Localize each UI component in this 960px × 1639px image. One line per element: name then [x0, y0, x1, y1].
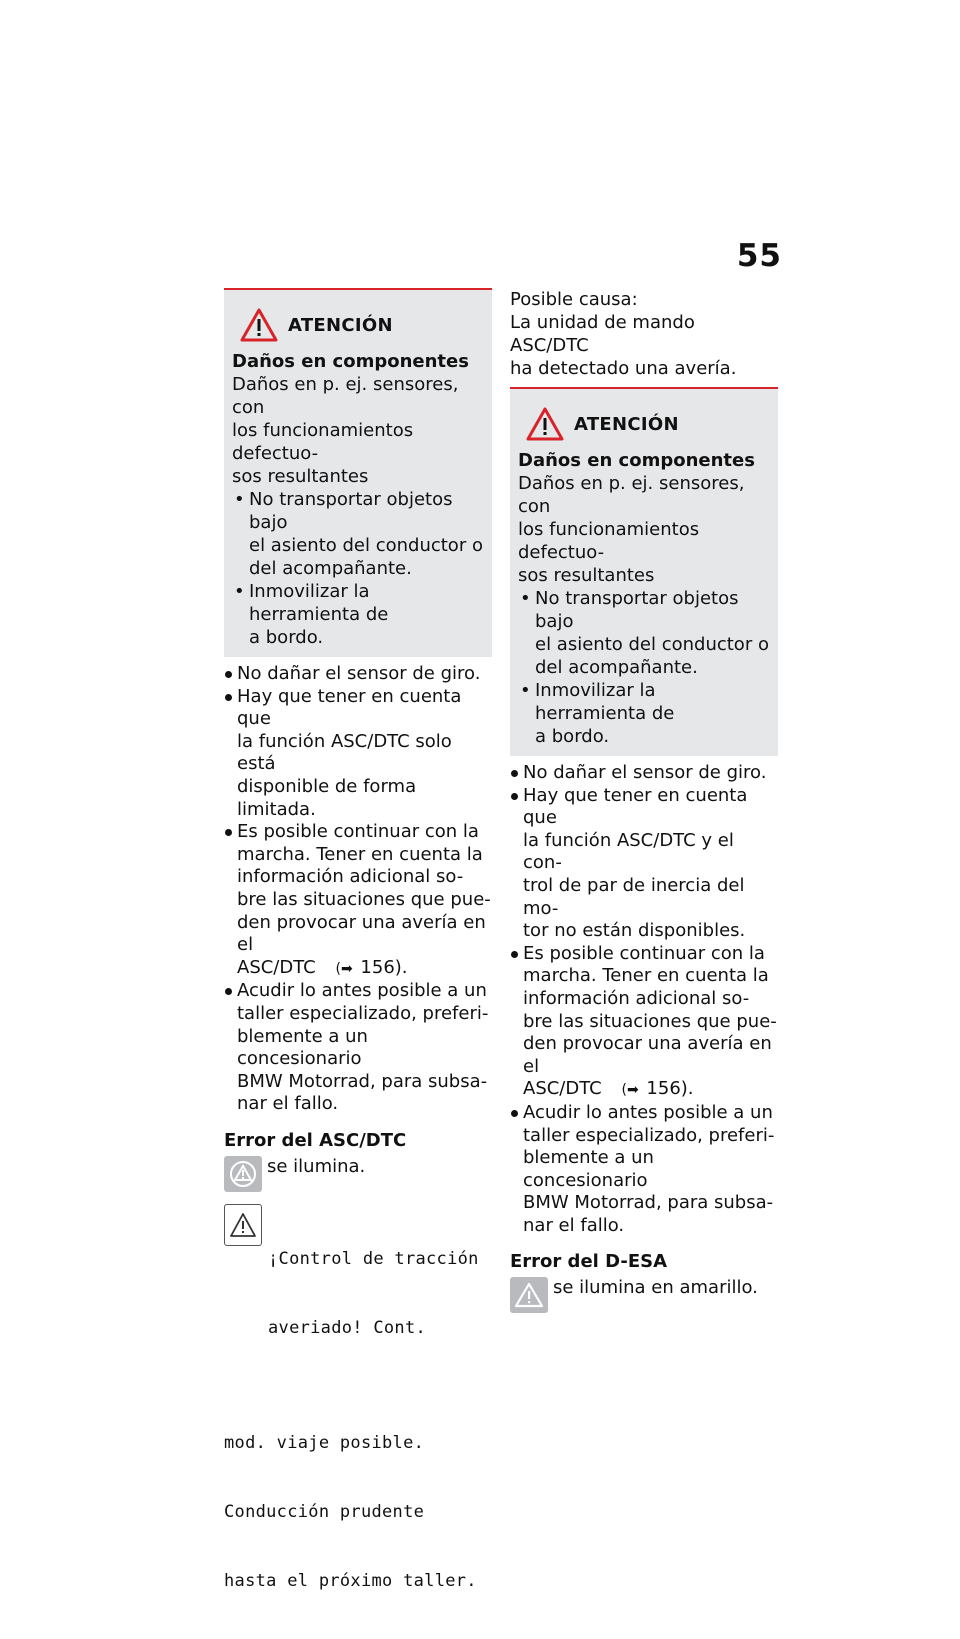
list-item: • Inmovilizar la herramienta de a bordo.	[232, 580, 486, 649]
page-number: 55	[736, 238, 782, 274]
warning-box	[224, 288, 492, 657]
list-item: Hay que tener en cuenta que la función ASC/DTC y el con- trol de par de inercia del mo- tor no están disponibles.	[510, 785, 778, 943]
d-esa-indicator-icon	[510, 1277, 548, 1313]
indicator-text: se ilumina en amarillo.	[553, 1277, 758, 1299]
warning-title: ATENCIÓN	[574, 413, 679, 435]
instruction-list	[224, 663, 492, 1116]
warning-subtitle: Daños en componentes	[232, 351, 469, 372]
warning-title: ATENCIÓN	[288, 314, 393, 336]
list-item: • No transportar objetos bajo el asiento del conductor o del acompañante.	[232, 488, 486, 580]
list-item: No dañar el sensor de giro.	[510, 762, 778, 785]
section-title: Error del D-ESA	[510, 1251, 668, 1273]
list-item: • Inmovilizar la herramienta de a bordo.	[518, 679, 772, 748]
page-reference[interactable]: ASC/DTC (➡ 156).	[237, 957, 492, 981]
list-item: • No transportar objetos bajo el asiento del conductor o del acompañante.	[518, 587, 772, 679]
page-reference[interactable]: ASC/DTC (➡ 156).	[523, 1078, 778, 1102]
instruction-list	[510, 762, 778, 1237]
cause-text: Posible causa: La unidad de mando ASC/DTC ha detectado una avería.	[510, 289, 737, 379]
warning-bullets	[232, 488, 486, 649]
asc-dtc-indicator-icon	[224, 1156, 262, 1192]
warning-triangle-icon	[526, 407, 564, 441]
list-item: No dañar el sensor de giro.	[224, 663, 492, 686]
indicator-text: se ilumina.	[267, 1155, 366, 1177]
warning-bullets	[518, 587, 772, 748]
page-reference-arrow-icon: (➡	[621, 1082, 639, 1099]
page-reference-arrow-icon: (➡	[335, 960, 353, 977]
list-item: Es posible continuar con la marcha. Tener en cuenta la información adicional so- bre las situaciones que pue- den provocar una avería en el ASC/DTC (➡ 156).	[510, 943, 778, 1102]
section-title: Error del ASC/DTC	[224, 1129, 407, 1151]
list-item: Es posible continuar con la marcha. Tener en cuenta la información adicional so- bre las situaciones que pue- den provocar una avería en el ASC/DTC (➡ 156).	[224, 821, 492, 980]
warning-text: Daños en p. ej. sensores, con los funcionamientos defectuo- sos resultantes	[232, 374, 459, 487]
list-item: Acudir lo antes posible a un taller especializado, preferi- blemente a un concesionario BMW Motorrad, para subsa- nar el fallo.	[224, 980, 492, 1116]
right-column	[510, 288, 778, 1313]
left-column	[224, 288, 492, 1639]
warning-triangle-icon	[240, 308, 278, 342]
warning-subtitle: Daños en componentes	[518, 450, 755, 471]
warning-display-icon	[224, 1204, 262, 1246]
warning-box	[510, 387, 778, 756]
list-item: Acudir lo antes posible a un taller especializado, preferi- blemente a un concesionario BMW Motorrad, para subsa- nar el fallo.	[510, 1102, 778, 1238]
display-message: ¡Control de tracción averiado! Cont. mod. viaje posible. Conducción prudente hasta el próximo taller.	[224, 1202, 492, 1639]
warning-text: Daños en p. ej. sensores, con los funcionamientos defectuo- sos resultantes	[518, 473, 745, 586]
list-item: Hay que tener en cuenta que la función ASC/DTC solo está disponible de forma limitada.	[224, 686, 492, 822]
